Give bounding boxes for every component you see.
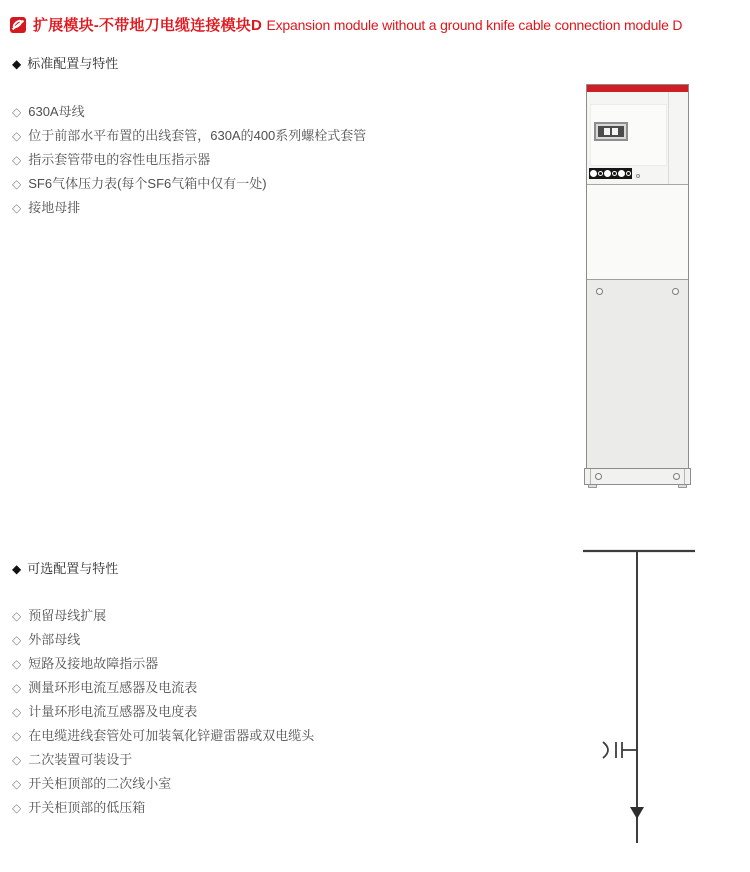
- cabinet-foot: [588, 485, 597, 488]
- capacitive-voltage-indicator-symbol: [603, 742, 637, 758]
- indicator-cell: [604, 128, 610, 135]
- base-end-cap: [590, 469, 591, 484]
- filled-diamond-icon: ◆: [12, 57, 22, 71]
- list-item-label: 630A母线: [28, 104, 85, 119]
- list-item: [12, 628, 314, 652]
- list-item-label: 指示套管带电的容性电压指示器: [28, 152, 211, 167]
- list-item-label: 接地母排: [28, 200, 81, 215]
- cabinet-foot: [678, 485, 687, 488]
- list-item: [12, 676, 314, 700]
- standard-section-heading: [12, 56, 118, 72]
- filled-diamond-icon: ◆: [12, 562, 22, 576]
- list-item-label: 短路及接地故障指示器: [28, 656, 159, 671]
- single-line-diagram: [555, 538, 750, 850]
- outline-diamond-icon: ◇: [12, 153, 22, 167]
- list-item-label: 计量环形电流互感器及电度表: [28, 704, 198, 719]
- list-item-label: 在电缆进线套管处可加装氧化锌避雷器或双电缆头: [28, 728, 315, 743]
- list-item: [12, 100, 366, 124]
- list-item-label: SF6气体压力表(每个SF6气箱中仅有一处): [28, 176, 267, 191]
- indicator-arc: [603, 742, 608, 758]
- optional-section-heading: [12, 561, 118, 577]
- indicator-cell: [612, 128, 618, 135]
- outline-diamond-icon: ◇: [12, 801, 22, 815]
- list-item-label: 外部母线: [28, 632, 81, 647]
- screw-hole: [672, 288, 679, 295]
- outline-diamond-icon: ◇: [12, 609, 22, 623]
- cable-direction-arrow: [630, 807, 644, 819]
- outline-diamond-icon: ◇: [12, 753, 22, 767]
- outline-diamond-icon: ◇: [12, 657, 22, 671]
- optional-feature-list: [12, 604, 314, 820]
- mimic-circle: [604, 170, 611, 177]
- list-item-label: 测量环形电流互感器及电流表: [28, 680, 198, 695]
- cabinet-lower-panel: [587, 280, 688, 468]
- cabinet-base-plinth: [584, 468, 691, 485]
- mimic-dot: [626, 171, 631, 176]
- standard-feature-list: [12, 100, 366, 220]
- mimic-dot: [598, 171, 603, 176]
- list-item: [12, 700, 314, 724]
- cabinet-middle-panel: [587, 185, 688, 279]
- outline-diamond-icon: ◇: [12, 201, 22, 215]
- list-item-label: 预留母线扩展: [28, 608, 107, 623]
- page-title-zh: 扩展模块-不带地刀电缆连接模块D: [33, 17, 263, 34]
- list-item: [12, 724, 314, 748]
- outline-diamond-icon: ◇: [12, 681, 22, 695]
- list-item: [12, 196, 366, 220]
- screw-hole: [673, 473, 680, 480]
- cabinet-red-roof-band: [587, 85, 688, 92]
- indicator-window-screen: [598, 126, 624, 137]
- optional-heading-label: 可选配置与特性: [27, 561, 119, 576]
- outline-diamond-icon: ◇: [12, 105, 22, 119]
- outline-diamond-icon: ◇: [12, 777, 22, 791]
- screw-hole: [596, 288, 603, 295]
- standard-heading-label: 标准配置与特性: [27, 56, 119, 71]
- cabinet-body: [586, 84, 689, 469]
- list-item: [12, 604, 314, 628]
- brand-badge-icon: [10, 17, 26, 33]
- list-item: [12, 772, 314, 796]
- outline-diamond-icon: ◇: [12, 177, 22, 191]
- base-end-cap: [684, 469, 685, 484]
- mimic-diagram-strip: [589, 168, 632, 179]
- cabinet-panel-seam: [668, 92, 669, 184]
- list-item-label: 开关柜顶部的二次线小室: [28, 776, 172, 791]
- mimic-circle: [618, 170, 625, 177]
- screw-hole: [595, 473, 602, 480]
- outline-diamond-icon: ◇: [12, 129, 22, 143]
- list-item: [12, 172, 366, 196]
- outline-diamond-icon: ◇: [12, 705, 22, 719]
- list-item-label: 开关柜顶部的低压箱: [28, 800, 146, 815]
- list-item: [12, 148, 366, 172]
- mimic-dot: [612, 171, 617, 176]
- list-item: [12, 796, 314, 820]
- mimic-circle: [590, 170, 597, 177]
- panel-pin-hole: [636, 174, 640, 178]
- page-title: [33, 14, 750, 37]
- list-item: [12, 748, 314, 772]
- switchgear-cabinet-figure: [586, 84, 689, 486]
- list-item: [12, 652, 314, 676]
- cabinet-indicator-window: [594, 122, 628, 141]
- outline-diamond-icon: ◇: [12, 633, 22, 647]
- list-item-label: 二次装置可装设于: [28, 752, 133, 767]
- list-item-label: 位于前部水平布置的出线套管，630A的400系列螺栓式套管: [28, 128, 367, 143]
- outline-diamond-icon: ◇: [12, 729, 22, 743]
- list-item: [12, 124, 366, 148]
- page-title-en: Expansion module without a ground knife cable connection module D: [266, 17, 683, 33]
